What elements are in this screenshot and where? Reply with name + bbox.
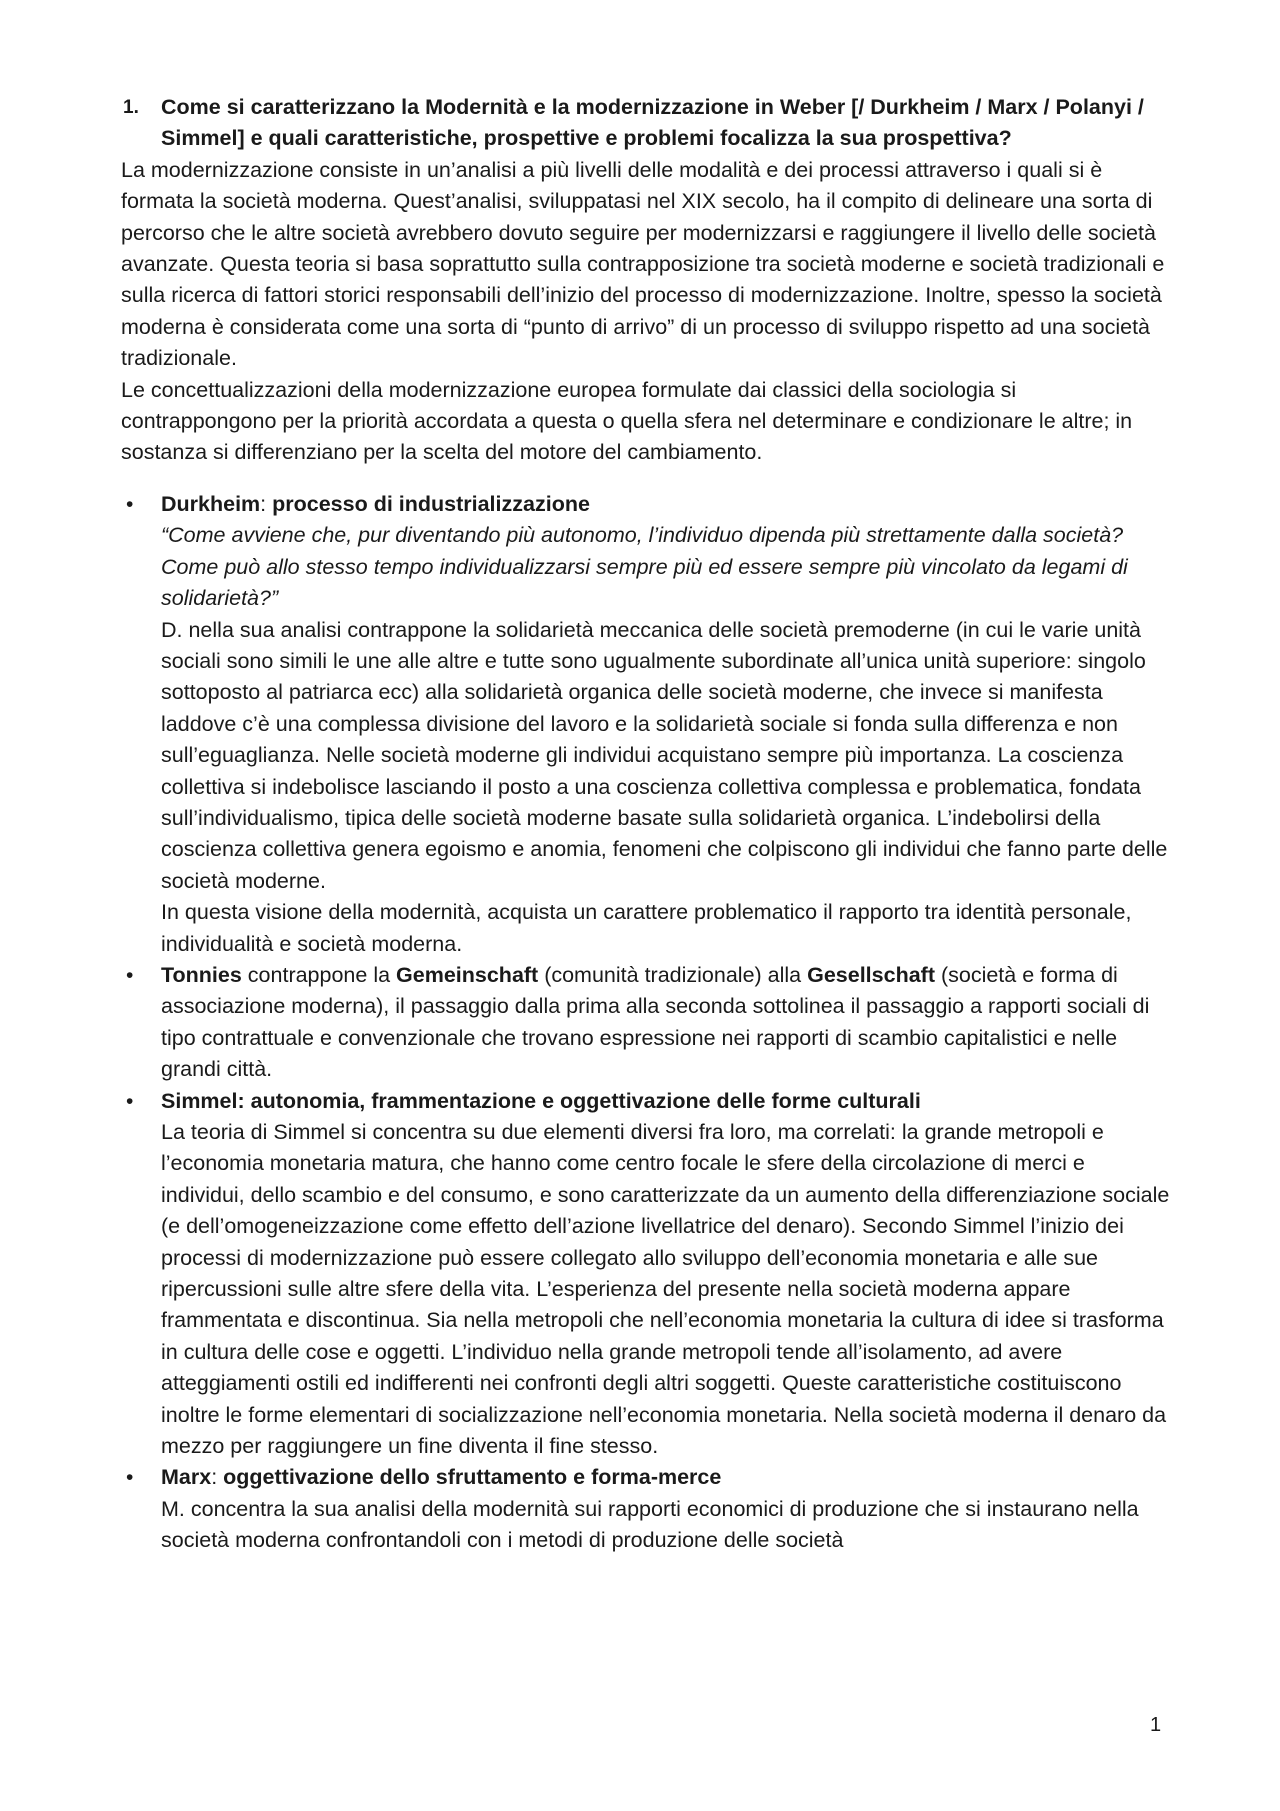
durkheim-topic: processo di industrializzazione	[272, 491, 590, 516]
marx-heading	[161, 1462, 1171, 1493]
marx-topic: oggettivazione dello sfruttamento e forma-merce	[223, 1465, 722, 1490]
durkheim-separator: :	[260, 491, 273, 516]
simmel-heading-text: Simmel: autonomia, frammentazione e oggettivazione delle forme culturali	[161, 1088, 921, 1113]
marx-separator: :	[211, 1465, 224, 1490]
tonnies-text-2: (comunità tradizionale) alla	[538, 962, 808, 987]
intro-paragraph-1: La modernizzazione consiste in un’analisi a più livelli delle modalità e dei processi attraverso i quali si è formata la società moderna. Quest’analisi, sviluppatasi nel XIX secolo, ha il compito di delineare una sorta di percorso che le altre società avrebbero dovuto seguire per modernizzarsi e raggiungere il livello delle società avanzate. Questa teoria si basa soprattutto sulla contrapposizione tra società moderne e società tradizionali e sulla ricerca di fattori storici responsabili dell’inizio del processo di modernizzazione. Inoltre, spesso la società moderna è considerata come una sorta di “punto di arrivo” di un processo di sviluppo rispetto ad una società tradizionale.	[121, 157, 1165, 371]
simmel-heading	[161, 1086, 1171, 1117]
gesellschaft-term: Gesellschaft	[807, 962, 935, 987]
durkheim-paragraph-1: D. nella sua analisi contrappone la solidarietà meccanica delle società premoderne (in cui le varie unità sociali sono simili le une alle altre e tutte sono ugualmente subordinate all’unica unità superiore: singolo sottoposto al patriarca ecc) alla solidarietà organica delle società moderne, che invece si manifesta laddove c’è una complessa divisione del lavoro e la solidarietà sociale si fonda sulla differenza e non sull’eguaglianza. Nelle società moderne gli individui acquistano sempre più importanza. La coscienza collettiva si indebolisce lasciando il posto a una coscienza collettiva complessa e problematica, fondata sull’individualismo, tipica delle società moderne basate sulla solidarietà organica. L’indebolirsi della coscienza collettiva genera egoismo e anomia, fenomeni che colpiscono gli individui che fanno parte delle società moderne.	[161, 617, 1168, 893]
simmel-paragraph: La teoria di Simmel si concentra su due elementi diversi fra loro, ma correlati: la grande metropoli e l’economia monetaria matura, che hanno come centro focale le sfere della circolazione di merci e individui, dello scambio e del consumo, e sono caratterizzate da un aumento della differenziazione sociale (e dell’omogeneizzazione come effetto dell’azione livellatrice del denaro). Secondo Simmel l’inizio dei processi di modernizzazione può essere collegato allo sviluppo dell’economia monetaria e alle sue ripercussioni sulle altre sfere della vita. L’esperienza del presente nella società moderna appare frammentata e discontinua. Sia nella metropoli che nell’economia monetaria la cultura di idee si trasforma in cultura delle cose e oggetti. L’individuo nella grande metropoli tende all’isolamento, ad avere atteggiamenti ostili ed indifferenti nei confronti degli altri soggetti. Queste caratteristiche costituiscono inoltre le forme elementari di socializzazione nell’economia monetaria. Nella società moderna il denaro da mezzo per raggiungere un fine diventa il fine stesso.	[161, 1120, 1170, 1459]
list-item-marx	[121, 1462, 1171, 1556]
bullet-icon: •	[126, 1089, 134, 1113]
intro-paragraph-2: Le concettualizzazioni della modernizzazione europea formulate dai classici della sociologia si contrappongono per la priorità accordata a questa o quella sfera nel determinare e condizionare le altre; in sostanza si differenziano per la scelta del motore del cambiamento.	[121, 377, 1133, 465]
question-number: 1.	[123, 97, 139, 118]
bullet-list	[121, 489, 1171, 1557]
tonnies-text-3: (società e forma di associazione moderna), il passaggio dalla prima alla seconda sottolinea il passaggio a rapporti sociali di tipo contrattuale e convenzionale che trovano espressione nei rapporti di scambio capitalistici e nelle grandi città.	[161, 962, 1150, 1082]
list-item-simmel	[121, 1086, 1171, 1463]
list-item-durkheim	[121, 489, 1171, 960]
question-heading	[121, 92, 1171, 155]
tonnies-paragraph	[161, 960, 1171, 1086]
durkheim-quote: “Come avviene che, pur diventando più autonomo, l’individuo dipenda più strettamente dalla società? Come può allo stesso tempo individualizzarsi sempre più ed essere sempre più vincolato da legami di solidarietà?”	[161, 523, 1128, 611]
tonnies-text-1: contrappone la	[241, 962, 397, 987]
tonnies-name: Tonnies	[161, 962, 242, 987]
durkheim-paragraph-2: In questa visione della modernità, acquista un carattere problematico il rapporto tra identità personale, individualità e società moderna.	[161, 900, 1132, 956]
marx-name: Marx	[161, 1465, 212, 1490]
question-text: Come si caratterizzano la Modernità e la modernizzazione in Weber [/ Durkheim / Marx / Polanyi / Simmel] e quali caratteristiche, prospettive e problemi focalizza la sua prospettiva?	[161, 95, 1144, 151]
bullet-icon: •	[126, 963, 134, 987]
page-number: 1	[1150, 1714, 1162, 1736]
durkheim-name: Durkheim	[161, 491, 261, 516]
bullet-icon: •	[126, 1466, 134, 1490]
marx-paragraph: M. concentra la sua analisi della modernità sui rapporti economici di produzione che si instaurano nella società moderna confrontandoli con i metodi di produzione delle società	[161, 1496, 1139, 1553]
list-item-tonnies	[121, 960, 1171, 1086]
bullet-icon: •	[126, 492, 134, 516]
page-content	[121, 92, 1171, 1557]
gemeinschaft-term: Gemeinschaft	[396, 962, 539, 987]
durkheim-heading	[161, 489, 1171, 520]
